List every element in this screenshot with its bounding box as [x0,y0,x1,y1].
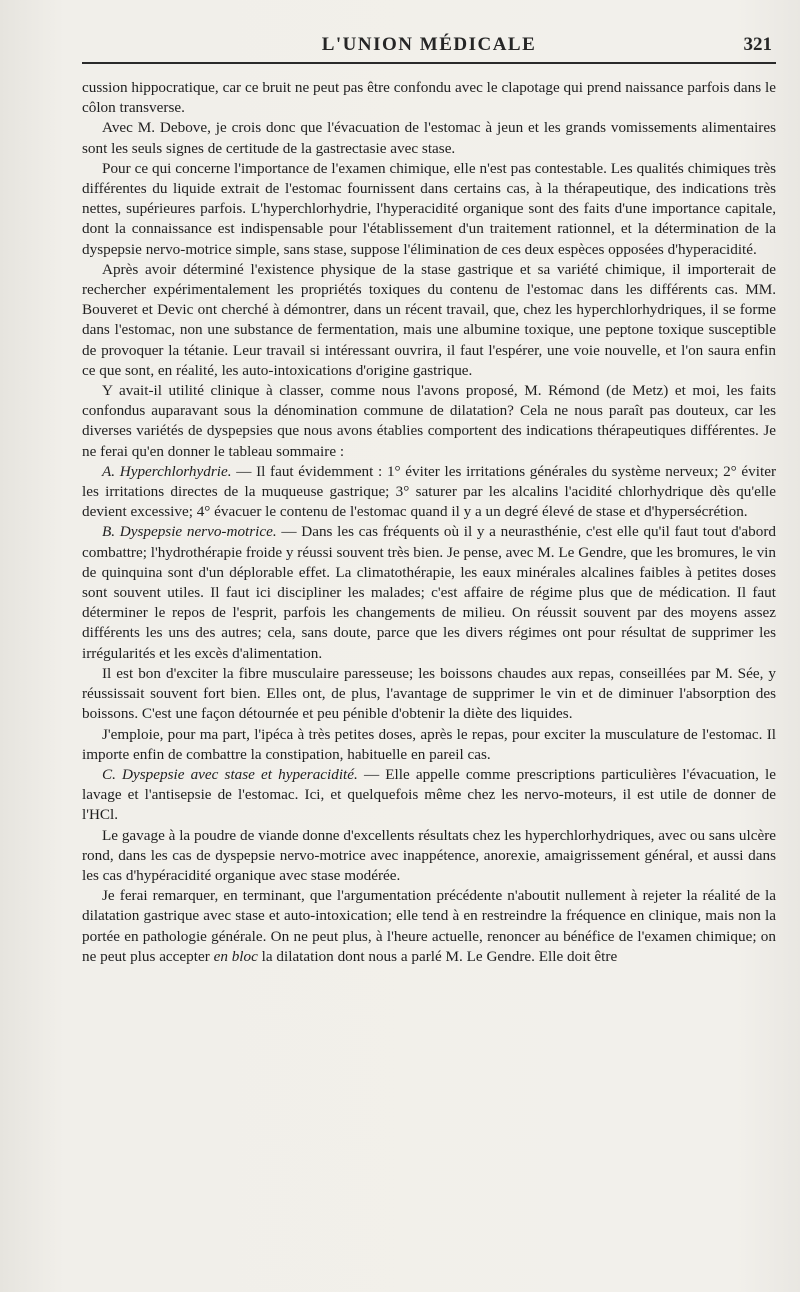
paragraph: J'emploie, pour ma part, l'ipéca à très petites doses, après le repas, pour exciter la musculature de l'estomac. Il importe enfin de combattre la constipation, habituelle en pareil cas. [82,725,776,763]
paragraph: cussion hippocratique, car ce bruit ne peut pas être confondu avec le clapotage qui prend naissance parfois dans le côlon transverse. [82,79,776,117]
paragraph-nervo-motrice: B. Dyspepsie nervo-motrice. — Dans les cas fréquents où il y a neurasthénie, c'est elle qu'il faut tout d'abord combattre; l'hydrothérapie froide y réussi souvent très bien. Je pense, avec M. Le Gendre, que les bromures, le vin de quinquina sont d'un déplorable effet. La climatothérapie, les eaux minérales alcalines faibles à petites doses sont souvent utiles. Il faut ici discipliner les malades; c'est affaire de régime plus que de médication. Il faut déterminer le repos de l'esprit, parfois les changements de milieu. On réussit souvent par des moyens assez différents les uns des autres; cela, sans doute, parce que les divers régimes ont pour résultat de supprimer les irrégularités et les excès d'alimentation. [82,523,776,662]
paragraph: Après avoir déterminé l'existence physique de la stase gastrique et sa variété chimique, il importerait de rechercher expérimentalement les propriétés toxiques du contenu de l'estomac dans les différents cas. MM. Bouveret et Devic ont cherché à démontrer, dans un récent travail, que, chez les hyperchlorhydriques, il se forme dans l'estomac, non une substance de fermentation, mais une albumine toxique, une peptone toxique susceptible de provoquer la tétanie. Leur travail si intéressant ouvrira, il faut l'espérer, une voie nouvelle, et l'on saura enfin ce que sont, en réalité, les auto-intoxications d'origine gastrique. [82,260,776,379]
journal-title: L'UNION MÉDICALE [321,34,537,55]
inline-emphasis: en bloc [213,947,258,965]
paragraph: Il est bon d'exciter la fibre musculaire paresseuse; les boissons chaudes aux repas, conseillées par M. Sée, y réussissait souvent fort bien. Elles ont, de plus, l'avantage de supprimer le vin et de diminuer l'absorption des boissons. C'est une façon détournée et peu pénible d'obtenir la diète des liquides. [82,664,776,723]
paragraph-stase-hyperacidite: C. Dyspepsie avec stase et hyperacidité. — Elle appelle comme prescriptions particulières l'évacuation, le lavage et l'antisepsie de l'estomac. Ici, et quelquefois même chez les nervo-moteurs, il est utile de donner de l'HCl. [82,765,777,824]
paragraph: Pour ce qui concerne l'importance de l'examen chimique, elle n'est pas contestable. Les qualités chimiques très différentes du liquide extrait de l'estomac fournissent dans certains cas, à la thérapeutique, des indications très nettes, supérieures parfois. L'hyperchlorhydrie, l'hyperacidité organique sont des faits d'une importance capitale, dont la connaissance est indispensable pour l'établissement d'un traitement rationnel, et la détermination de la dyspepsie nervo-motrice simple, sans stase, suppose l'élimination de ces deux espèces opposées d'hyperacidité. [82,159,776,258]
page-number: 321 [743,34,772,55]
paragraph-hyperchlorhydrie: A. Hyperchlorhydrie. — Il faut évidemment : 1° éviter les irritations générales du système nerveux; 2° éviter les irritations directes de la muqueuse gastrique; 3° saturer par les alcalins l'acidité chlorhydrique dès qu'elle devient excessive; 4° évacuer le contenu de l'estomac quand il y a un degré élevé de stase et d'hypersécrétion. [82,462,776,521]
paragraph: Y avait-il utilité clinique à classer, comme nous l'avons proposé, M. Rémond (de Metz) et moi, les faits confondus auparavant sous la dénomination commune de dilatation? Cela ne nous paraît pas douteux, car les diverses variétés de dyspepsies que nous avons établies comportent des indications thérapeutiques différentes. Je ne ferai qu'en donner le tableau sommaire : [82,382,776,460]
section-label: C. Dyspepsie avec stase et hyperacidité. [102,765,358,783]
section-label: B. Dyspepsie nervo-motrice. [102,523,277,541]
paragraph: Le gavage à la poudre de viande donne d'excellents résultats chez les hyperchlorhydriques, avec ou sans ulcère rond, dans les cas de dyspepsie nervo-motrice avec inappétence, anorexie, amaigrissement général, et aussi dans les cas d'hypéracidité organique avec stase modérée. [82,826,776,884]
article-body [82,78,776,967]
page-header [82,28,776,64]
section-label: A. Hyperchlorhydrie. [102,462,232,480]
paragraph-conclusion: Je ferai remarquer, en terminant, que l'argumentation précédente n'aboutit nullement à rejeter la réalité de la dilatation gastrique avec stase et auto-intoxication; elle tend à en restreindre la fréquence en clinique, mais non la portée en pathologie générale. On ne peut plus, à l'heure actuelle, renoncer au bénéfice de l'examen chimique; on ne peut plus accepter en bloc la dilatation dont nous a parlé M. Le Gendre. Elle doit être [82,887,776,965]
paragraph: Avec M. Debove, je crois donc que l'évacuation de l'estomac à jeun et les grands vomissements alimentaires sont les seuls signes de certitude de la gastrectasie avec stase. [82,119,776,157]
